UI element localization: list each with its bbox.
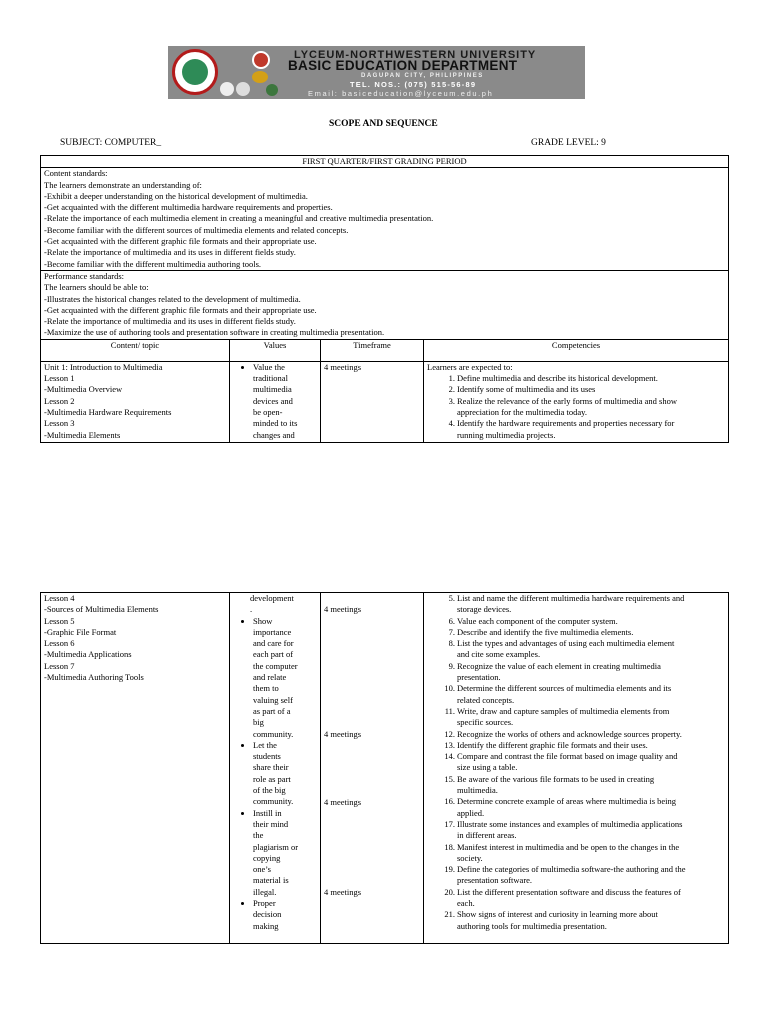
competency-number: 7. — [448, 626, 455, 637]
competency-number: 3. — [448, 395, 455, 406]
value-text: as part of a — [253, 705, 291, 716]
competency-text: size using a table. — [457, 762, 518, 773]
content-standards-line: -Relate the importance of each multimedia element in creating a meaningful and creative multimedia presentation. — [44, 213, 434, 224]
value-text: material is — [253, 875, 289, 886]
competency-text: multimedia. — [457, 785, 498, 796]
competency-item — [427, 729, 725, 740]
competency-text: Write, draw and capture samples of multimedia elements from — [457, 705, 670, 716]
value-text: the computer — [253, 660, 298, 671]
competency-text: List and name the different multimedia hardware requirements and — [457, 593, 685, 603]
content-standards-line: -Become familiar with the different sources of multimedia elements and related concepts. — [44, 224, 349, 235]
timeframe-entry: 4 meetings — [324, 729, 362, 739]
topic-line: Unit 1: Introduction to Multimedia — [44, 361, 163, 372]
competency-number: 18. — [444, 841, 455, 852]
content-standards-line: -Get acquainted with the different graphic file formats and their appropriate use. — [44, 236, 317, 247]
competency-number: 2. — [448, 384, 455, 395]
department-name: BASIC EDUCATION DEPARTMENT — [288, 58, 518, 73]
badge-white-right-icon — [236, 82, 250, 96]
content-standards-line: -Relate the importance of multimedia and its uses in different fields study. — [44, 247, 296, 258]
competency-number: 21. — [444, 909, 455, 920]
topic-line: -Sources of Multimedia Elements — [44, 604, 159, 615]
value-text: one’s — [253, 864, 271, 875]
value-text: • Show — [253, 615, 273, 626]
competency-text: Recognize the works of others and acknowledge sources property. — [457, 728, 682, 739]
competency-text: Describe and identify the five multimedia elements. — [457, 626, 634, 637]
value-text: • Let the — [253, 739, 277, 750]
competency-text: and cite some examples. — [457, 649, 541, 660]
competency-item — [427, 706, 725, 729]
scope-table-part2 — [40, 592, 729, 944]
competency-number: 11. — [444, 705, 455, 716]
value-text: big — [253, 717, 264, 728]
competency-item — [427, 661, 725, 684]
document-title: SCOPE AND SEQUENCE — [329, 119, 438, 129]
value-continuation: development — [250, 593, 294, 603]
competency-number: 13. — [444, 739, 455, 750]
topic-line: -Multimedia Elements — [44, 429, 121, 440]
value-text: them to — [253, 683, 279, 694]
grade-level-label: GRADE LEVEL: 9 — [531, 138, 606, 148]
competency-text: Manifest interest in multimedia and be open to the changes in the — [457, 841, 680, 852]
competency-text: storage devices. — [457, 604, 512, 615]
competency-text: Define multimedia and describe its historical development. — [457, 373, 658, 384]
competency-number: 5. — [448, 593, 455, 603]
competency-item — [427, 593, 725, 616]
competency-text: in different areas. — [457, 830, 517, 841]
topic-line: Lesson 7 — [44, 660, 75, 671]
university-location: DAGUPAN CITY, PHILIPPINES — [361, 73, 484, 79]
competency-number: 12. — [444, 728, 455, 739]
column-header-timeframe: Timeframe — [321, 339, 424, 361]
column-header-values: Values — [230, 339, 321, 361]
value-text: of the big — [253, 785, 286, 796]
competency-item — [427, 418, 725, 441]
competency-number: 6. — [448, 615, 455, 626]
competency-text: society. — [457, 852, 483, 863]
competency-text: each. — [457, 898, 475, 909]
value-text: their mind — [253, 818, 289, 829]
performance-standards-line: -Relate the importance of multimedia and its uses in different fields study. — [44, 316, 296, 327]
competency-number: 4. — [448, 418, 455, 429]
topic-line: -Graphic File Format — [44, 626, 117, 637]
value-text: copying — [253, 852, 281, 863]
timeframe-entry: 4 meetings — [324, 797, 362, 807]
topic-line: -Multimedia Overview — [44, 384, 123, 395]
competency-text: specific sources. — [457, 717, 514, 728]
competency-item — [427, 909, 725, 932]
badge-green-icon — [266, 84, 278, 96]
timeframe-entry: 4 meetings — [324, 887, 362, 897]
value-text: making — [253, 920, 279, 931]
university-name: LYCEUM-NORTHWESTERN UNIVERSITY — [294, 49, 537, 61]
timeframe-entry: 4 meetings — [324, 604, 362, 614]
competency-text: Show signs of interest and curiosity in learning more about — [457, 909, 658, 920]
competency-item — [427, 842, 725, 865]
competency-text: Determine the different sources of multimedia elements and its — [457, 683, 672, 694]
content-standards-cell — [41, 168, 729, 271]
value-text: decision — [253, 909, 282, 920]
competency-text: presentation software. — [457, 875, 533, 886]
competency-item — [427, 683, 725, 706]
value-text: importance — [253, 626, 292, 637]
performance-standards-line: -Maximize the use of authoring tools and presentation software in creating multimedia presentation. — [44, 327, 385, 338]
value-text: • Proper — [253, 898, 276, 909]
performance-standards-line: Performance standards: — [44, 270, 125, 281]
value-text: the — [253, 830, 264, 841]
value-text: community. — [253, 728, 294, 739]
value-bullet — [253, 616, 317, 740]
content-standards-line: The learners demonstrate an understanding of: — [44, 179, 202, 190]
email-address: Email: basiceducation@lyceum.edu.ph — [308, 89, 494, 98]
scope-table-part1 — [40, 155, 729, 443]
school-logo-icon — [182, 59, 208, 85]
competency-item — [427, 864, 725, 887]
competency-text: Be aware of the various file formats to be used in creating — [457, 773, 655, 784]
competency-number: 15. — [444, 773, 455, 784]
topic-line: Lesson 5 — [44, 615, 75, 626]
value-text: and relate — [253, 672, 287, 683]
value-text: share their — [253, 762, 289, 773]
value-text: valuing self — [253, 694, 293, 705]
content-standards-line: Content standards: — [44, 168, 108, 179]
value-text: • Instill in — [253, 807, 282, 818]
value-text: students — [253, 751, 281, 762]
competency-list — [427, 373, 725, 441]
competency-list — [427, 593, 725, 932]
competency-text: List the different presentation software and discuss the features of — [457, 886, 681, 897]
value-text: illegal. — [253, 886, 277, 897]
content-standards-line: -Become familiar with the different multimedia authoring tools. — [44, 258, 262, 269]
performance-standards-line: The learners should be able to: — [44, 282, 149, 293]
timeframe-cell — [321, 593, 424, 944]
competency-number: 1. — [448, 373, 455, 384]
value-bullet — [253, 740, 317, 808]
competency-text: Identify the hardware requirements and properties necessary for — [457, 418, 675, 429]
column-header-competencies: Competencies — [424, 339, 729, 361]
competency-text: applied. — [457, 807, 485, 818]
competency-item — [427, 740, 725, 751]
performance-standards-line: -Get acquainted with the different graphic file formats and their appropriate use. — [44, 304, 317, 315]
value-text: and care for — [253, 638, 294, 649]
values-cell — [230, 361, 321, 442]
competency-text: Identify the different graphic file formats and their uses. — [457, 739, 648, 750]
timeframe-cell: 4 meetings — [321, 361, 424, 442]
competency-text: Identify some of multimedia and its uses — [457, 384, 596, 395]
value-bullet — [253, 808, 317, 898]
competency-number: 19. — [444, 864, 455, 875]
competency-text: List the types and advantages of using each multimedia element — [457, 638, 675, 649]
competency-number: 10. — [444, 683, 455, 694]
content-standards-line: -Get acquainted with the different multimedia hardware requirements and properties. — [44, 202, 333, 213]
competency-number: 16. — [444, 796, 455, 807]
performance-standards-line: -Illustrates the historical changes related to the development of multimedia. — [44, 293, 301, 304]
competency-item — [427, 616, 725, 627]
value-text: plagiarism or — [253, 841, 299, 852]
values-list — [233, 616, 317, 932]
competency-item — [427, 627, 725, 638]
subject-label: SUBJECT: COMPUTER_ — [60, 138, 162, 148]
topic-line: Lesson 6 — [44, 638, 75, 649]
competency-item — [427, 751, 725, 774]
value-text: community. — [253, 796, 294, 807]
competency-number: 8. — [448, 638, 455, 649]
competency-number: 20. — [444, 886, 455, 897]
value-bullet — [253, 898, 317, 932]
topic-line: Lesson 3 — [44, 418, 75, 429]
topic-line: -Multimedia Hardware Requirements — [44, 406, 172, 417]
competency-item — [427, 819, 725, 842]
competency-text: Define the categories of multimedia software-the authoring and the — [457, 864, 686, 875]
competency-item — [427, 638, 725, 661]
competencies-cell — [424, 593, 729, 944]
badge-red-icon — [252, 51, 270, 69]
competency-number: 9. — [448, 660, 455, 671]
competency-item — [427, 384, 725, 395]
topics-cell — [41, 361, 230, 442]
topic-line: Lesson 1 — [44, 373, 75, 384]
competencies-cell — [424, 361, 729, 442]
topics-cell — [41, 593, 230, 944]
badge-white-left-icon — [220, 82, 234, 96]
competency-item — [427, 796, 725, 819]
competency-text: Determine concrete example of areas where multimedia is being — [457, 796, 677, 807]
telephone-numbers: TEL. NOS.: (075) 515-56-89 — [350, 80, 477, 89]
value-text: each part of — [253, 649, 294, 660]
school-banner — [168, 46, 585, 99]
competency-number: 17. — [444, 818, 455, 829]
competency-number: 14. — [444, 751, 455, 762]
competency-item — [427, 396, 725, 419]
competency-item — [427, 774, 725, 797]
competency-text: Compare and contrast the file format based on image quality and — [457, 751, 678, 762]
competency-text: authoring tools for multimedia presentation. — [457, 920, 607, 931]
topic-line: -Multimedia Authoring Tools — [44, 672, 144, 683]
competency-text: Recognize the value of each element in creating multimedia — [457, 660, 661, 671]
competency-item — [427, 373, 725, 384]
grading-period-header: FIRST QUARTER/FIRST GRADING PERIOD — [41, 156, 729, 168]
badge-gold-icon — [252, 71, 268, 83]
value-continuation: . — [250, 604, 253, 615]
performance-standards-cell — [41, 270, 729, 339]
competency-text: running multimedia projects. — [457, 429, 556, 440]
competency-text: related concepts. — [457, 694, 515, 705]
topic-line: Lesson 4 — [44, 593, 75, 603]
competency-text: appreciation for the multimedia today. — [457, 406, 587, 417]
competency-item — [427, 887, 725, 910]
content-standards-line: -Exhibit a deeper understanding on the historical development of multimedia. — [44, 190, 308, 201]
value-bullet: • Value the traditional multimedia devices and be open- minded to its changes and — [253, 362, 317, 441]
competency-text: Illustrate some instances and examples of multimedia applications — [457, 818, 683, 829]
topic-line: Lesson 2 — [44, 395, 75, 406]
value-text: role as part — [253, 773, 291, 784]
column-header-content-topic: Content/ topic — [41, 339, 230, 361]
competency-intro: Learners are expected to: — [427, 361, 513, 372]
competency-text: Realize the relevance of the early forms of multimedia and show — [457, 395, 677, 406]
values-cell — [230, 593, 321, 944]
competency-text: presentation. — [457, 672, 501, 683]
competency-text: Value each component of the computer system. — [457, 615, 618, 626]
topic-line: -Multimedia Applications — [44, 649, 132, 660]
